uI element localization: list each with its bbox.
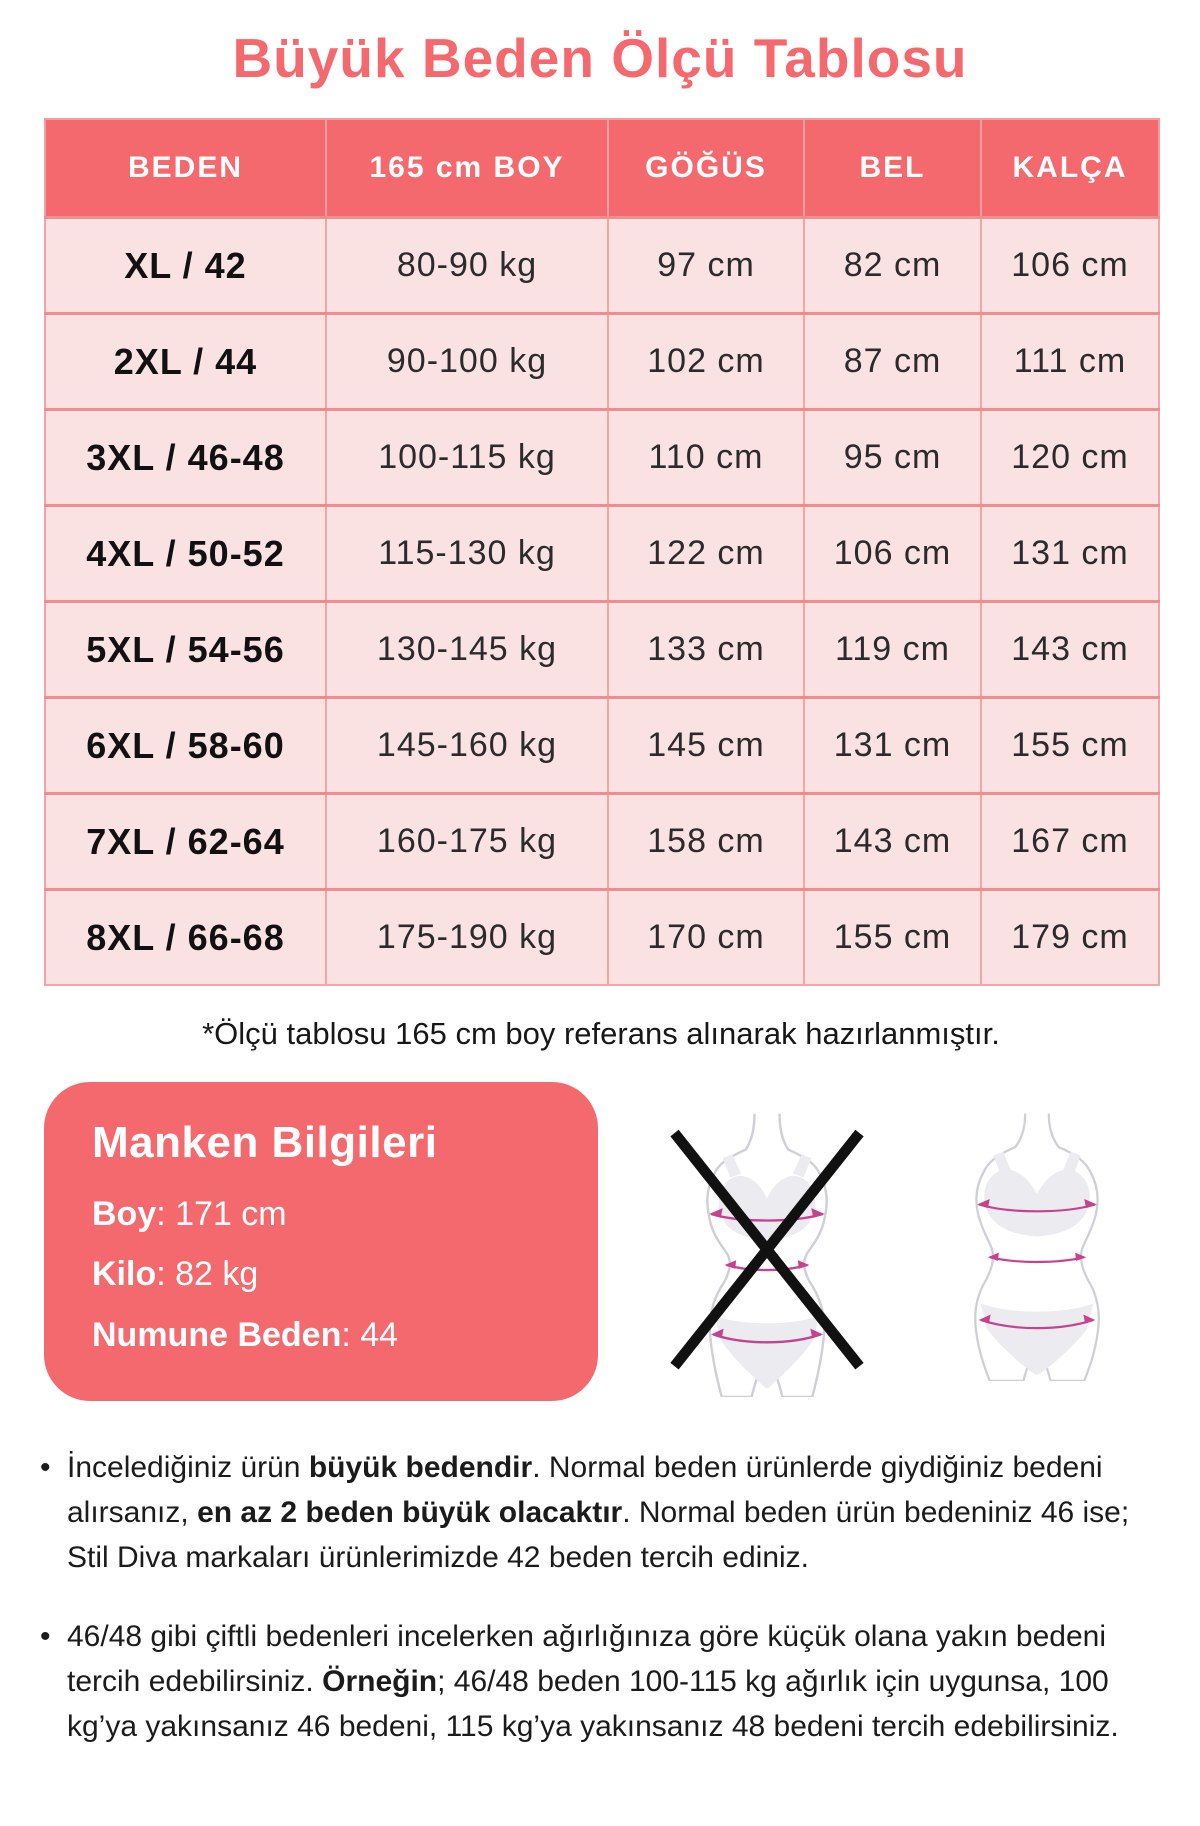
measure-cell: 167 cm <box>981 794 1159 890</box>
model-sample-size-line <box>92 1311 568 1359</box>
measure-cell: 110 cm <box>608 410 804 506</box>
measure-cell: 158 cm <box>608 794 804 890</box>
table-row <box>45 698 1159 794</box>
column-header: BEL <box>804 119 981 218</box>
measure-cell: 106 cm <box>981 218 1159 314</box>
measure-cell: 80-90 kg <box>326 218 608 314</box>
info-bullets <box>40 1445 1166 1749</box>
measure-cell: 102 cm <box>608 314 804 410</box>
measure-cell: 111 cm <box>981 314 1159 410</box>
size-cell: 4XL / 50-52 <box>45 506 326 602</box>
measure-cell: 155 cm <box>804 890 981 986</box>
measure-cell: 131 cm <box>981 506 1159 602</box>
model-sample-size-label: Numune Beden <box>92 1315 342 1354</box>
size-cell: 5XL / 54-56 <box>45 602 326 698</box>
measure-cell: 100-115 kg <box>326 410 608 506</box>
measure-cell: 87 cm <box>804 314 981 410</box>
model-info-section <box>44 1082 1174 1401</box>
size-table-body <box>45 218 1159 986</box>
measure-cell: 130-145 kg <box>326 602 608 698</box>
measure-cell: 160-175 kg <box>326 794 608 890</box>
measure-cell: 145-160 kg <box>326 698 608 794</box>
size-table <box>44 118 1160 986</box>
measure-cell: 115-130 kg <box>326 506 608 602</box>
measure-cell: 90-100 kg <box>326 314 608 410</box>
measure-cell: 133 cm <box>608 602 804 698</box>
model-height-label: Boy <box>92 1195 157 1233</box>
bullet-item: • 46/48 gibi çiftli bedenleri incelerken ağırlığınıza göre küçük olana yakın bedeni tercih edebilirsiniz. Örneğin; 46/48 beden 100-115 kg ağırlık için uygunsa, 100 kg’ya yakınsanız 46 bedeni, 115 kg’ya yakınsanız 48 bedeni tercih edebilirsiniz. <box>40 1614 1166 1749</box>
size-cell: 6XL / 58-60 <box>45 698 326 794</box>
table-row <box>45 506 1159 602</box>
crossed-out-slim-figure-icon <box>661 1108 873 1397</box>
size-cell: 8XL / 66-68 <box>45 890 326 986</box>
size-cell: 7XL / 62-64 <box>45 794 326 890</box>
model-info-card <box>44 1082 598 1401</box>
model-height-value: : 171 cm <box>156 1195 287 1233</box>
model-weight-label: Kilo <box>92 1255 157 1294</box>
table-header-row <box>45 119 1159 218</box>
table-row <box>45 218 1159 314</box>
measure-cell: 143 cm <box>804 794 981 890</box>
measure-cell: 120 cm <box>981 410 1159 506</box>
model-sample-size-value: : 44 <box>341 1315 399 1354</box>
size-cell: 3XL / 46-48 <box>45 410 326 506</box>
table-row <box>45 314 1159 410</box>
table-row <box>45 794 1159 890</box>
column-header: 165 cm BOY <box>326 119 608 218</box>
model-weight-line <box>92 1250 568 1298</box>
measure-cell: 97 cm <box>608 218 804 314</box>
measure-cell: 131 cm <box>804 698 981 794</box>
column-header: BEDEN <box>45 119 326 218</box>
measure-cell: 82 cm <box>804 218 981 314</box>
measure-cell: 179 cm <box>981 890 1159 986</box>
measure-cell: 106 cm <box>804 506 981 602</box>
column-header: GÖĞÜS <box>608 119 804 218</box>
table-row <box>45 890 1159 986</box>
plus-size-figure-icon <box>937 1108 1137 1381</box>
bullet-item: • İncelediğiniz ürün büyük bedendir. Normal beden ürünlerde giydiğiniz bedeni alırsanız, en az 2 beden büyük olacaktır. Normal beden ürün bedeniniz 46 ise; Stil Diva markaları ürünlerimizde 42 beden tercih ediniz. <box>40 1445 1166 1580</box>
measure-cell: 145 cm <box>608 698 804 794</box>
measure-cell: 122 cm <box>608 506 804 602</box>
model-height-line <box>92 1190 568 1238</box>
measure-cell: 119 cm <box>804 602 981 698</box>
table-row <box>45 602 1159 698</box>
size-cell: XL / 42 <box>45 218 326 314</box>
measure-cell: 143 cm <box>981 602 1159 698</box>
size-cell: 2XL / 44 <box>45 314 326 410</box>
table-footnote: *Ölçü tablosu 165 cm boy referans alınarak hazırlanmıştır. <box>202 1016 1000 1051</box>
measure-cell: 95 cm <box>804 410 981 506</box>
model-weight-value: : 82 kg <box>156 1255 259 1294</box>
size-guide-page <box>0 26 1200 1749</box>
measure-cell: 170 cm <box>608 890 804 986</box>
table-row <box>45 410 1159 506</box>
measure-cell: 175-190 kg <box>326 890 608 986</box>
model-info-title: Manken Bilgileri <box>92 1118 438 1167</box>
page-title: Büyük Beden Ölçü Tablosu <box>232 27 968 89</box>
column-header: KALÇA <box>981 119 1159 218</box>
measurement-figures <box>598 1082 1174 1397</box>
measure-cell: 155 cm <box>981 698 1159 794</box>
